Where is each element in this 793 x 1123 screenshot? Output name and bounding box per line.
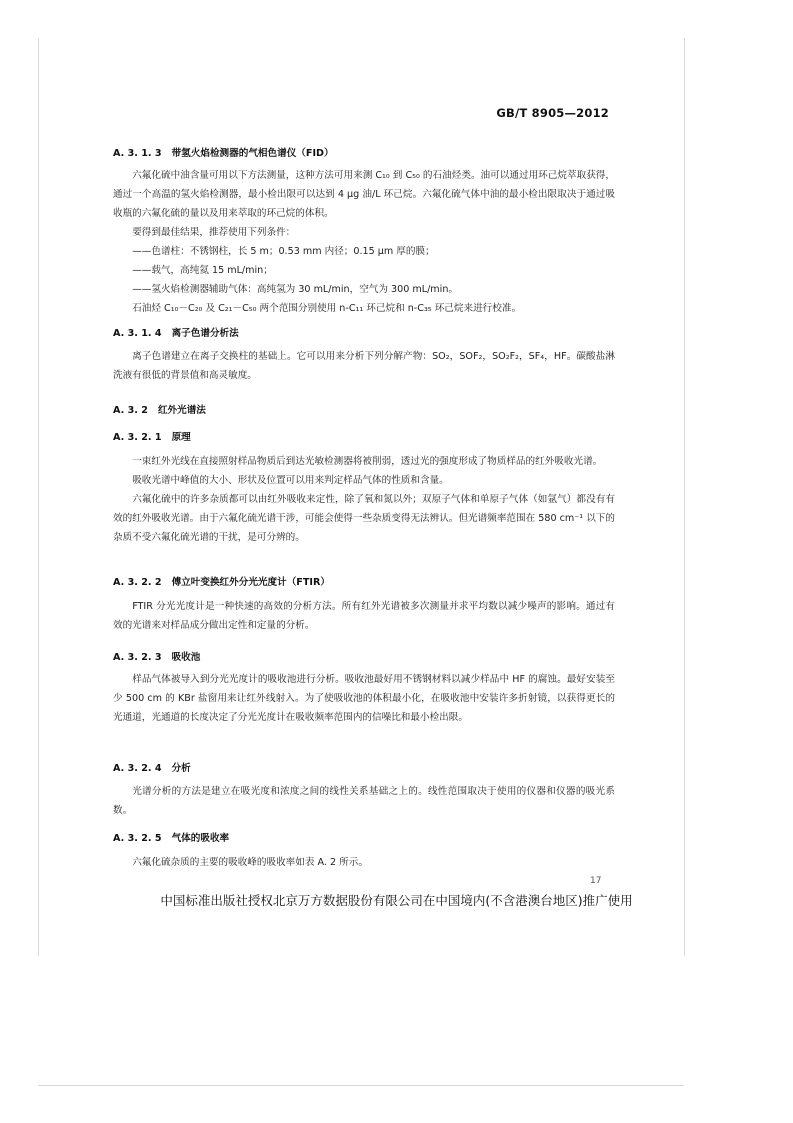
paragraph: 石油烃 C₁₀－C₂₀ 及 C₂₁－C₅₀ 两个范围分别使用 n-C₁₁ 环己烷和 n-C₃₅ 环己烷来进行校准。 <box>132 303 522 314</box>
paragraph: 六氟化硫杂质的主要的吸收峰的吸收率如表 A. 2 所示。 <box>132 857 368 868</box>
list-item: ——氢火焰检测器辅助气体：高纯氢为 30 mL/min，空气为 300 mL/min。 <box>132 284 458 295</box>
paragraph: 光谱分析的方法是建立在吸光度和浓度之间的线性关系基础之上的。线性范围取决于使用的仪器和仪器的吸光系数。 <box>113 786 615 816</box>
section-a-3-2-4-body <box>113 782 615 820</box>
section-a-3-2-3-heading <box>113 651 615 665</box>
section-title: 带氢火焰检测器的气相色谱仪（FID） <box>171 148 334 159</box>
section-a-3-2-3-body <box>113 670 615 727</box>
section-a-3-1-3-body <box>113 166 615 318</box>
section-number: A. 3. 2 <box>113 405 148 416</box>
list-item: ——色谱柱：不锈钢柱，长 5 m；0.53 mm 内径；0.15 μm 厚的膜； <box>132 246 435 257</box>
section-a-3-2-5-body <box>113 853 615 872</box>
standard-number: GB/T 8905—2012 <box>496 106 609 120</box>
section-a-3-2-heading <box>113 404 615 418</box>
paragraph: 离子色谱建立在离子交换柱的基础上。它可以用来分析下列分解产物：SO₂，SOF₂，SO₂F₂，SF₄，HF。碳酸盐淋洗液有很低的背景值和高灵敏度。 <box>113 351 615 381</box>
section-title: 吸收池 <box>171 652 201 663</box>
section-title: 气体的吸收率 <box>171 833 230 844</box>
section-title: 傅立叶变换红外分光光度计（FTIR） <box>171 577 330 588</box>
section-number: A. 3. 2. 4 <box>113 763 162 774</box>
section-a-3-2-1-body <box>113 452 615 547</box>
section-title: 分析 <box>171 763 191 774</box>
page-number: 17 <box>590 876 602 886</box>
footer-notice: 中国标准出版社授权北京万方数据股份有限公司在中国境内(不含港澳台地区)推广使用 <box>160 893 633 908</box>
paragraph: 要得到最佳结果，推荐使用下列条件： <box>132 227 296 238</box>
section-a-3-1-4-heading <box>113 327 615 341</box>
paragraph: FTIR 分光光度计是一种快速的高效的分析方法。所有红外光谱被多次测量并求平均数以减少噪声的影响。通过有效的光谱来对样品成分做出定性和定量的分析。 <box>113 601 615 631</box>
section-number: A. 3. 2. 5 <box>113 833 162 844</box>
section-title: 离子色谱分析法 <box>171 328 239 339</box>
section-number: A. 3. 2. 1 <box>113 432 162 443</box>
list-item: ——载气，高纯氦 15 mL/min； <box>132 265 273 276</box>
section-number: A. 3. 1. 4 <box>113 328 162 339</box>
paragraph: 样品气体被导入到分光光度计的吸收池进行分析。吸收池最好用不锈钢材料以减少样品中 HF 的腐蚀。最好安装至少 500 cm 的 KBr 盐窗用来让红外线射入。为了使吸收池的体积最小化，在吸收池中安装许多折射镜，以获得更长的光通道，光通道的长度决定了分光光度计在吸收频率范围内的信噪比和最小检出限。 <box>113 674 615 723</box>
section-number: A. 3. 1. 3 <box>113 148 162 159</box>
section-a-3-2-1-heading <box>113 431 615 445</box>
left-margin-line <box>38 38 39 956</box>
section-a-3-2-2-body <box>113 597 615 635</box>
section-title: 红外光谱法 <box>157 405 206 416</box>
section-title: 原理 <box>171 432 191 443</box>
section-a-3-2-2-heading <box>113 576 615 590</box>
section-a-3-1-3-heading <box>113 147 615 161</box>
section-a-3-1-4-body <box>113 347 615 385</box>
section-number: A. 3. 2. 2 <box>113 577 162 588</box>
paragraph: 一束红外光线在直接照射样品物质后到达光敏检测器将被削弱，透过光的强度形成了物质样品的红外吸收光谱。 <box>132 456 603 467</box>
right-margin-line <box>684 38 685 956</box>
paragraph: 六氟化硫中油含量可用以下方法测量，这种方法可用来测 C₁₀ 到 C₅₀ 的石油烃类。油可以通过用环己烷萃取获得，通过一个高温的氢火焰检测器，最小检出限可以达到 4 μg 油/L 环己烷。六氟化硫气体中油的最小检出限取决于通过吸收瓶的六氟化硫的量以及用来萃取的环己烷的体积。 <box>113 170 615 219</box>
bottom-margin-line <box>38 1085 684 1086</box>
section-number: A. 3. 2. 3 <box>113 652 162 663</box>
paragraph: 六氟化硫中的许多杂质都可以由红外吸收来定性，除了氧和氮以外；双原子气体和单原子气体（如氩气）都没有有效的红外吸收光谱。由于六氟化硫光谱干涉，可能会使得一些杂质变得无法辨认。但光谱频率范围在 580 cm⁻¹ 以下的杂质不受六氟化硫光谱的干扰，是可分辨的。 <box>113 494 615 543</box>
paragraph: 吸收光谱中峰值的大小、形状及位置可以用来判定样品气体的性质和含量。 <box>132 475 449 486</box>
section-a-3-2-5-heading <box>113 832 615 846</box>
section-a-3-2-4-heading <box>113 762 615 776</box>
